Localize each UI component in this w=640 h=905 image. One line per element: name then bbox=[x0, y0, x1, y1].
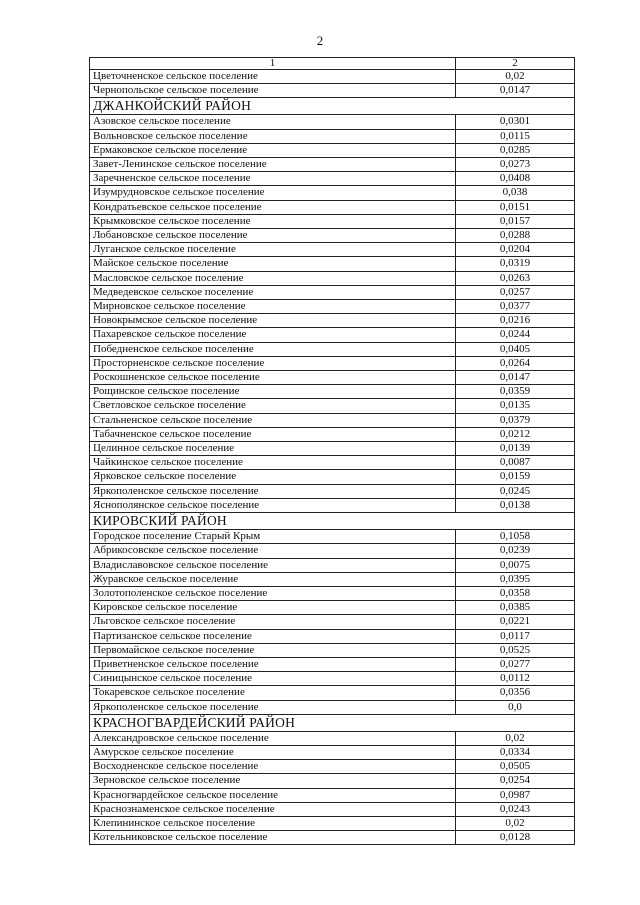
settlement-value: 0,0147 bbox=[456, 371, 575, 385]
settlement-name: Лобановское сельское поселение bbox=[90, 229, 456, 243]
settlement-name: Ярковское сельское поселение bbox=[90, 470, 456, 484]
table-row bbox=[90, 257, 575, 271]
district-name: КИРОВСКИЙ РАЙОН bbox=[90, 513, 575, 530]
settlement-value: 0,02 bbox=[456, 731, 575, 745]
district-section-row bbox=[90, 98, 575, 115]
settlement-name: Яснополянское сельское поселение bbox=[90, 498, 456, 512]
settlement-name: Амурское сельское поселение bbox=[90, 745, 456, 759]
settlement-name: Яркополенское сельское поселение bbox=[90, 484, 456, 498]
table-row bbox=[90, 200, 575, 214]
table-row bbox=[90, 271, 575, 285]
table-row bbox=[90, 558, 575, 572]
settlement-value: 0,0405 bbox=[456, 342, 575, 356]
settlement-name: Первомайское сельское поселение bbox=[90, 643, 456, 657]
settlement-name: Новокрымское сельское поселение bbox=[90, 314, 456, 328]
settlement-value: 0,0273 bbox=[456, 158, 575, 172]
settlement-name: Заречненское сельское поселение bbox=[90, 172, 456, 186]
settlement-value: 0,02 bbox=[456, 816, 575, 830]
settlement-name: Ермаковское сельское поселение bbox=[90, 143, 456, 157]
settlement-value: 0,0245 bbox=[456, 484, 575, 498]
settlement-value: 0,0075 bbox=[456, 558, 575, 572]
table-row bbox=[90, 686, 575, 700]
table-row bbox=[90, 427, 575, 441]
settlement-value: 0,0254 bbox=[456, 774, 575, 788]
settlement-value: 0,0408 bbox=[456, 172, 575, 186]
settlement-value: 0,038 bbox=[456, 186, 575, 200]
table-row bbox=[90, 586, 575, 600]
table-header-row bbox=[90, 58, 575, 70]
settlement-value: 0,0263 bbox=[456, 271, 575, 285]
table-row bbox=[90, 601, 575, 615]
table-row bbox=[90, 243, 575, 257]
table-row bbox=[90, 802, 575, 816]
table-row bbox=[90, 700, 575, 714]
settlement-value: 0,0221 bbox=[456, 615, 575, 629]
table-row bbox=[90, 442, 575, 456]
table-row bbox=[90, 229, 575, 243]
settlement-name: Вольновское сельское поселение bbox=[90, 129, 456, 143]
settlement-name: Золотополенское сельское поселение bbox=[90, 586, 456, 600]
table-row bbox=[90, 356, 575, 370]
table-row bbox=[90, 456, 575, 470]
settlement-name: Цветочненское сельское поселение bbox=[90, 70, 456, 84]
settlement-value: 0,0358 bbox=[456, 586, 575, 600]
settlement-value: 0,0128 bbox=[456, 831, 575, 845]
table-row bbox=[90, 285, 575, 299]
settlement-name: Партизанское сельское поселение bbox=[90, 629, 456, 643]
table-row bbox=[90, 484, 575, 498]
district-section-row bbox=[90, 513, 575, 530]
table-row bbox=[90, 214, 575, 228]
settlement-name: Мирновское сельское поселение bbox=[90, 300, 456, 314]
table-row bbox=[90, 158, 575, 172]
settlement-name: Александровское сельское поселение bbox=[90, 731, 456, 745]
settlement-name: Городское поселение Старый Крым bbox=[90, 530, 456, 544]
settlement-value: 0,0147 bbox=[456, 84, 575, 98]
table-row bbox=[90, 328, 575, 342]
column-header-1: 1 bbox=[90, 58, 456, 70]
settlement-value: 0,0288 bbox=[456, 229, 575, 243]
table-row bbox=[90, 816, 575, 830]
settlement-value: 0,0212 bbox=[456, 427, 575, 441]
district-section-row bbox=[90, 714, 575, 731]
table-row bbox=[90, 629, 575, 643]
settlement-name: Масловское сельское поселение bbox=[90, 271, 456, 285]
settlement-value: 0,0257 bbox=[456, 285, 575, 299]
settlement-value: 0,0239 bbox=[456, 544, 575, 558]
settlement-value: 0,0301 bbox=[456, 115, 575, 129]
settlement-value: 0,0151 bbox=[456, 200, 575, 214]
table-row bbox=[90, 342, 575, 356]
settlement-name: Стальненское сельское поселение bbox=[90, 413, 456, 427]
settlement-value: 0,0115 bbox=[456, 129, 575, 143]
settlement-name: Азовское сельское поселение bbox=[90, 115, 456, 129]
settlement-name: Пахаревское сельское поселение bbox=[90, 328, 456, 342]
table-row bbox=[90, 413, 575, 427]
settlement-name: Луганское сельское поселение bbox=[90, 243, 456, 257]
settlement-name: Изумрудновское сельское поселение bbox=[90, 186, 456, 200]
settlement-value: 0,0987 bbox=[456, 788, 575, 802]
settlement-name: Роскошненское сельское поселение bbox=[90, 371, 456, 385]
settlement-value: 0,0505 bbox=[456, 760, 575, 774]
table-row bbox=[90, 731, 575, 745]
table-row bbox=[90, 70, 575, 84]
settlement-name: Медведевское сельское поселение bbox=[90, 285, 456, 299]
settlement-name: Кировское сельское поселение bbox=[90, 601, 456, 615]
settlement-value: 0,0379 bbox=[456, 413, 575, 427]
district-name: КРАСНОГВАРДЕЙСКИЙ РАЙОН bbox=[90, 714, 575, 731]
table-row bbox=[90, 760, 575, 774]
table-row bbox=[90, 657, 575, 671]
settlement-value: 0,0117 bbox=[456, 629, 575, 643]
settlement-name: Крымковское сельское поселение bbox=[90, 214, 456, 228]
settlement-value: 0,0216 bbox=[456, 314, 575, 328]
table-row bbox=[90, 831, 575, 845]
table-row bbox=[90, 129, 575, 143]
settlement-name: Светловское сельское поселение bbox=[90, 399, 456, 413]
settlement-name: Табачненское сельское поселение bbox=[90, 427, 456, 441]
settlement-value: 0,0525 bbox=[456, 643, 575, 657]
settlement-value: 0,1058 bbox=[456, 530, 575, 544]
table-row bbox=[90, 530, 575, 544]
table-row bbox=[90, 498, 575, 512]
settlement-name: Красногвардейское сельское поселение bbox=[90, 788, 456, 802]
settlement-value: 0,0243 bbox=[456, 802, 575, 816]
settlement-value: 0,0139 bbox=[456, 442, 575, 456]
table-row bbox=[90, 572, 575, 586]
settlement-name: Владиславовское сельское поселение bbox=[90, 558, 456, 572]
settlements-table bbox=[89, 57, 575, 845]
settlement-value: 0,0334 bbox=[456, 745, 575, 759]
settlement-name: Краснознаменское сельское поселение bbox=[90, 802, 456, 816]
settlement-value: 0,02 bbox=[456, 70, 575, 84]
table-row bbox=[90, 371, 575, 385]
table-row bbox=[90, 115, 575, 129]
table-row bbox=[90, 84, 575, 98]
table-row bbox=[90, 143, 575, 157]
table-row bbox=[90, 672, 575, 686]
table-row bbox=[90, 399, 575, 413]
table-row bbox=[90, 470, 575, 484]
settlement-name: Рощинское сельское поселение bbox=[90, 385, 456, 399]
settlement-name: Котельниковское сельское поселение bbox=[90, 831, 456, 845]
settlement-name: Приветненское сельское поселение bbox=[90, 657, 456, 671]
settlement-value: 0,0359 bbox=[456, 385, 575, 399]
table-row bbox=[90, 186, 575, 200]
settlement-value: 0,0377 bbox=[456, 300, 575, 314]
settlement-value: 0,0087 bbox=[456, 456, 575, 470]
settlement-name: Кондратьевское сельское поселение bbox=[90, 200, 456, 214]
district-name: ДЖАНКОЙСКИЙ РАЙОН bbox=[90, 98, 575, 115]
settlement-name: Журавское сельское поселение bbox=[90, 572, 456, 586]
table-row bbox=[90, 300, 575, 314]
settlement-value: 0,0204 bbox=[456, 243, 575, 257]
settlement-value: 0,0277 bbox=[456, 657, 575, 671]
settlement-value: 0,0244 bbox=[456, 328, 575, 342]
settlement-value: 0,0112 bbox=[456, 672, 575, 686]
table-row bbox=[90, 172, 575, 186]
settlement-name: Завет-Ленинское сельское поселение bbox=[90, 158, 456, 172]
settlement-name: Яркополенское сельское поселение bbox=[90, 700, 456, 714]
settlement-name: Клепининское сельское поселение bbox=[90, 816, 456, 830]
settlement-value: 0,0264 bbox=[456, 356, 575, 370]
settlement-value: 0,0135 bbox=[456, 399, 575, 413]
page-number: 2 bbox=[316, 33, 324, 48]
settlement-name: Токаревское сельское поселение bbox=[90, 686, 456, 700]
settlement-value: 0,0138 bbox=[456, 498, 575, 512]
settlement-name: Чайкинское сельское поселение bbox=[90, 456, 456, 470]
table-row bbox=[90, 774, 575, 788]
table-row bbox=[90, 615, 575, 629]
column-header-2: 2 bbox=[456, 58, 575, 70]
settlement-value: 0,0159 bbox=[456, 470, 575, 484]
settlement-value: 0,0385 bbox=[456, 601, 575, 615]
settlement-name: Абрикосовское сельское поселение bbox=[90, 544, 456, 558]
settlement-value: 0,0319 bbox=[456, 257, 575, 271]
settlement-name: Майское сельское поселение bbox=[90, 257, 456, 271]
table-row bbox=[90, 544, 575, 558]
settlement-name: Зерновское сельское поселение bbox=[90, 774, 456, 788]
settlement-value: 0,0395 bbox=[456, 572, 575, 586]
table-row bbox=[90, 788, 575, 802]
settlement-name: Льговское сельское поселение bbox=[90, 615, 456, 629]
settlement-value: 0,0356 bbox=[456, 686, 575, 700]
table-row bbox=[90, 745, 575, 759]
settlement-value: 0,0285 bbox=[456, 143, 575, 157]
table-body bbox=[90, 58, 575, 845]
settlement-name: Восходненское сельское поселение bbox=[90, 760, 456, 774]
settlement-value: 0,0 bbox=[456, 700, 575, 714]
table-row bbox=[90, 385, 575, 399]
table-row bbox=[90, 314, 575, 328]
settlement-name: Чернопольское сельское поселение bbox=[90, 84, 456, 98]
settlement-name: Синицынское сельское поселение bbox=[90, 672, 456, 686]
settlement-name: Целинное сельское поселение bbox=[90, 442, 456, 456]
table-row bbox=[90, 643, 575, 657]
settlement-name: Просторненское сельское поселение bbox=[90, 356, 456, 370]
settlement-name: Победненское сельское поселение bbox=[90, 342, 456, 356]
settlement-value: 0,0157 bbox=[456, 214, 575, 228]
